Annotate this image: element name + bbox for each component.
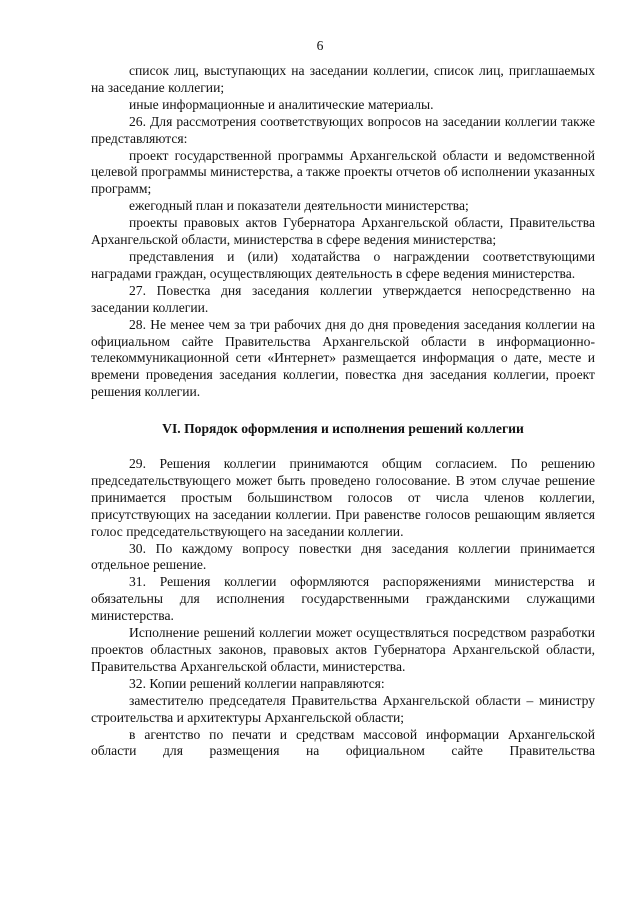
paragraph: представления и (или) ходатайства о награждении соответствующими наградами граждан, осуществляющих деятельность в сфере ведения министерства. bbox=[91, 248, 595, 281]
paragraph: 30. По каждому вопросу повестки дня заседания коллегии принимается отдельное решение. bbox=[91, 540, 595, 573]
document-body bbox=[91, 63, 595, 760]
paragraph: 31. Решения коллегии оформляются распоряжениями министерства и обязательны для исполнения государственными гражданскими служащими министерства. bbox=[91, 574, 595, 624]
paragraph: список лиц, выступающих на заседании коллегии, список лиц, приглашаемых на заседание коллегии; bbox=[91, 63, 595, 95]
paragraph: 27. Повестка дня заседания коллегии утверждается непосредственно на заседании коллегии. bbox=[91, 282, 595, 315]
paragraph: проекты правовых актов Губернатора Архангельской области, Правительства Архангельской области, министерства в сфере ведения министерства; bbox=[91, 215, 595, 248]
paragraph: 26. Для рассмотрения соответствующих вопросов на заседании коллегии также представляются: bbox=[91, 113, 595, 146]
paragraph: заместителю председателя Правительства Архангельской области – министру строительства и архитектуры Архангельской области; bbox=[91, 692, 595, 725]
section-heading: VI. Порядок оформления и исполнения решений коллегии bbox=[162, 421, 524, 437]
paragraph: 29. Решения коллегии принимаются общим согласием. По решению председательствующего может быть проведено голосование. В этом случае решение принимается простым большинством голосов от числа членов коллегии, присутствующих на заседании коллегии. При равенстве голосов решающим является голос председательствующего на заседании коллегии. bbox=[91, 456, 595, 539]
page-number: 6 bbox=[316, 38, 324, 53]
paragraph: 32. Копии решений коллегии направляются: bbox=[129, 675, 385, 691]
paragraph: Исполнение решений коллегии может осуществляться посредством разработки проектов областных законов, правовых актов Губернатора Архангельской области, Правительства Архангельской области, министерства. bbox=[91, 625, 595, 674]
paragraph: иные информационные и аналитические материалы. bbox=[129, 96, 434, 112]
paragraph: 28. Не менее чем за три рабочих дня до дня проведения заседания коллегии на официальном сайте Правительства Архангельской области в информационно-телекоммуникационной сети «Интернет» размещается информация о дате, месте и времени проведения заседания коллегии, повестка дня заседания коллегии, проект решения коллегии. bbox=[91, 316, 595, 400]
paragraph: в агентство по печати и средствам массовой информации Архангельской области для размещения на официальном сайте Правительства bbox=[91, 726, 595, 759]
paragraph: проект государственной программы Архангельской области и ведомственной целевой программы министерства, а также проекты отчетов об исполнении указанных программ; bbox=[91, 147, 595, 197]
paragraph: ежегодный план и показатели деятельности министерства; bbox=[129, 198, 469, 214]
